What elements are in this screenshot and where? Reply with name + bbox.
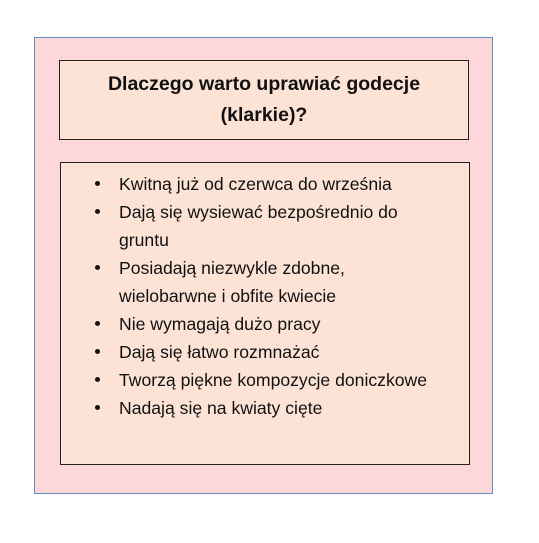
bullet-icon xyxy=(95,321,100,326)
list-item-text: Dają się łatwo rozmnażać xyxy=(119,342,320,362)
title-line-2: (klarkie)? xyxy=(220,104,308,126)
list-item xyxy=(61,310,469,338)
benefits-box xyxy=(60,162,470,465)
list-item-text: Kwitną już od czerwca do września xyxy=(119,174,392,194)
title-box xyxy=(59,60,469,140)
list-item-text: Nadają się na kwiaty cięte xyxy=(119,398,323,418)
page-title xyxy=(84,69,444,131)
bullet-icon xyxy=(95,377,100,382)
list-item xyxy=(61,170,469,198)
bullet-icon xyxy=(95,405,100,410)
list-item-text: Posiadają niezwykle zdobne, wielobarwne i obfite kwiecie xyxy=(119,258,345,306)
bullet-icon xyxy=(95,181,100,186)
list-item xyxy=(61,338,469,366)
bullet-icon xyxy=(95,209,100,214)
list-item-text: Dają się wysiewać bezpośrednio do gruntu xyxy=(119,202,398,250)
list-item xyxy=(61,366,469,394)
list-item xyxy=(61,254,469,310)
list-item xyxy=(61,394,469,422)
bullet-icon xyxy=(95,349,100,354)
list-item-text: Tworzą piękne kompozycje doniczkowe xyxy=(119,370,428,390)
list-item-text: Nie wymagają dużo pracy xyxy=(119,314,321,334)
benefits-list xyxy=(61,170,469,422)
bullet-icon xyxy=(95,265,100,270)
list-item xyxy=(61,198,469,254)
title-line-1: Dlaczego warto uprawiać godecje xyxy=(107,73,421,95)
